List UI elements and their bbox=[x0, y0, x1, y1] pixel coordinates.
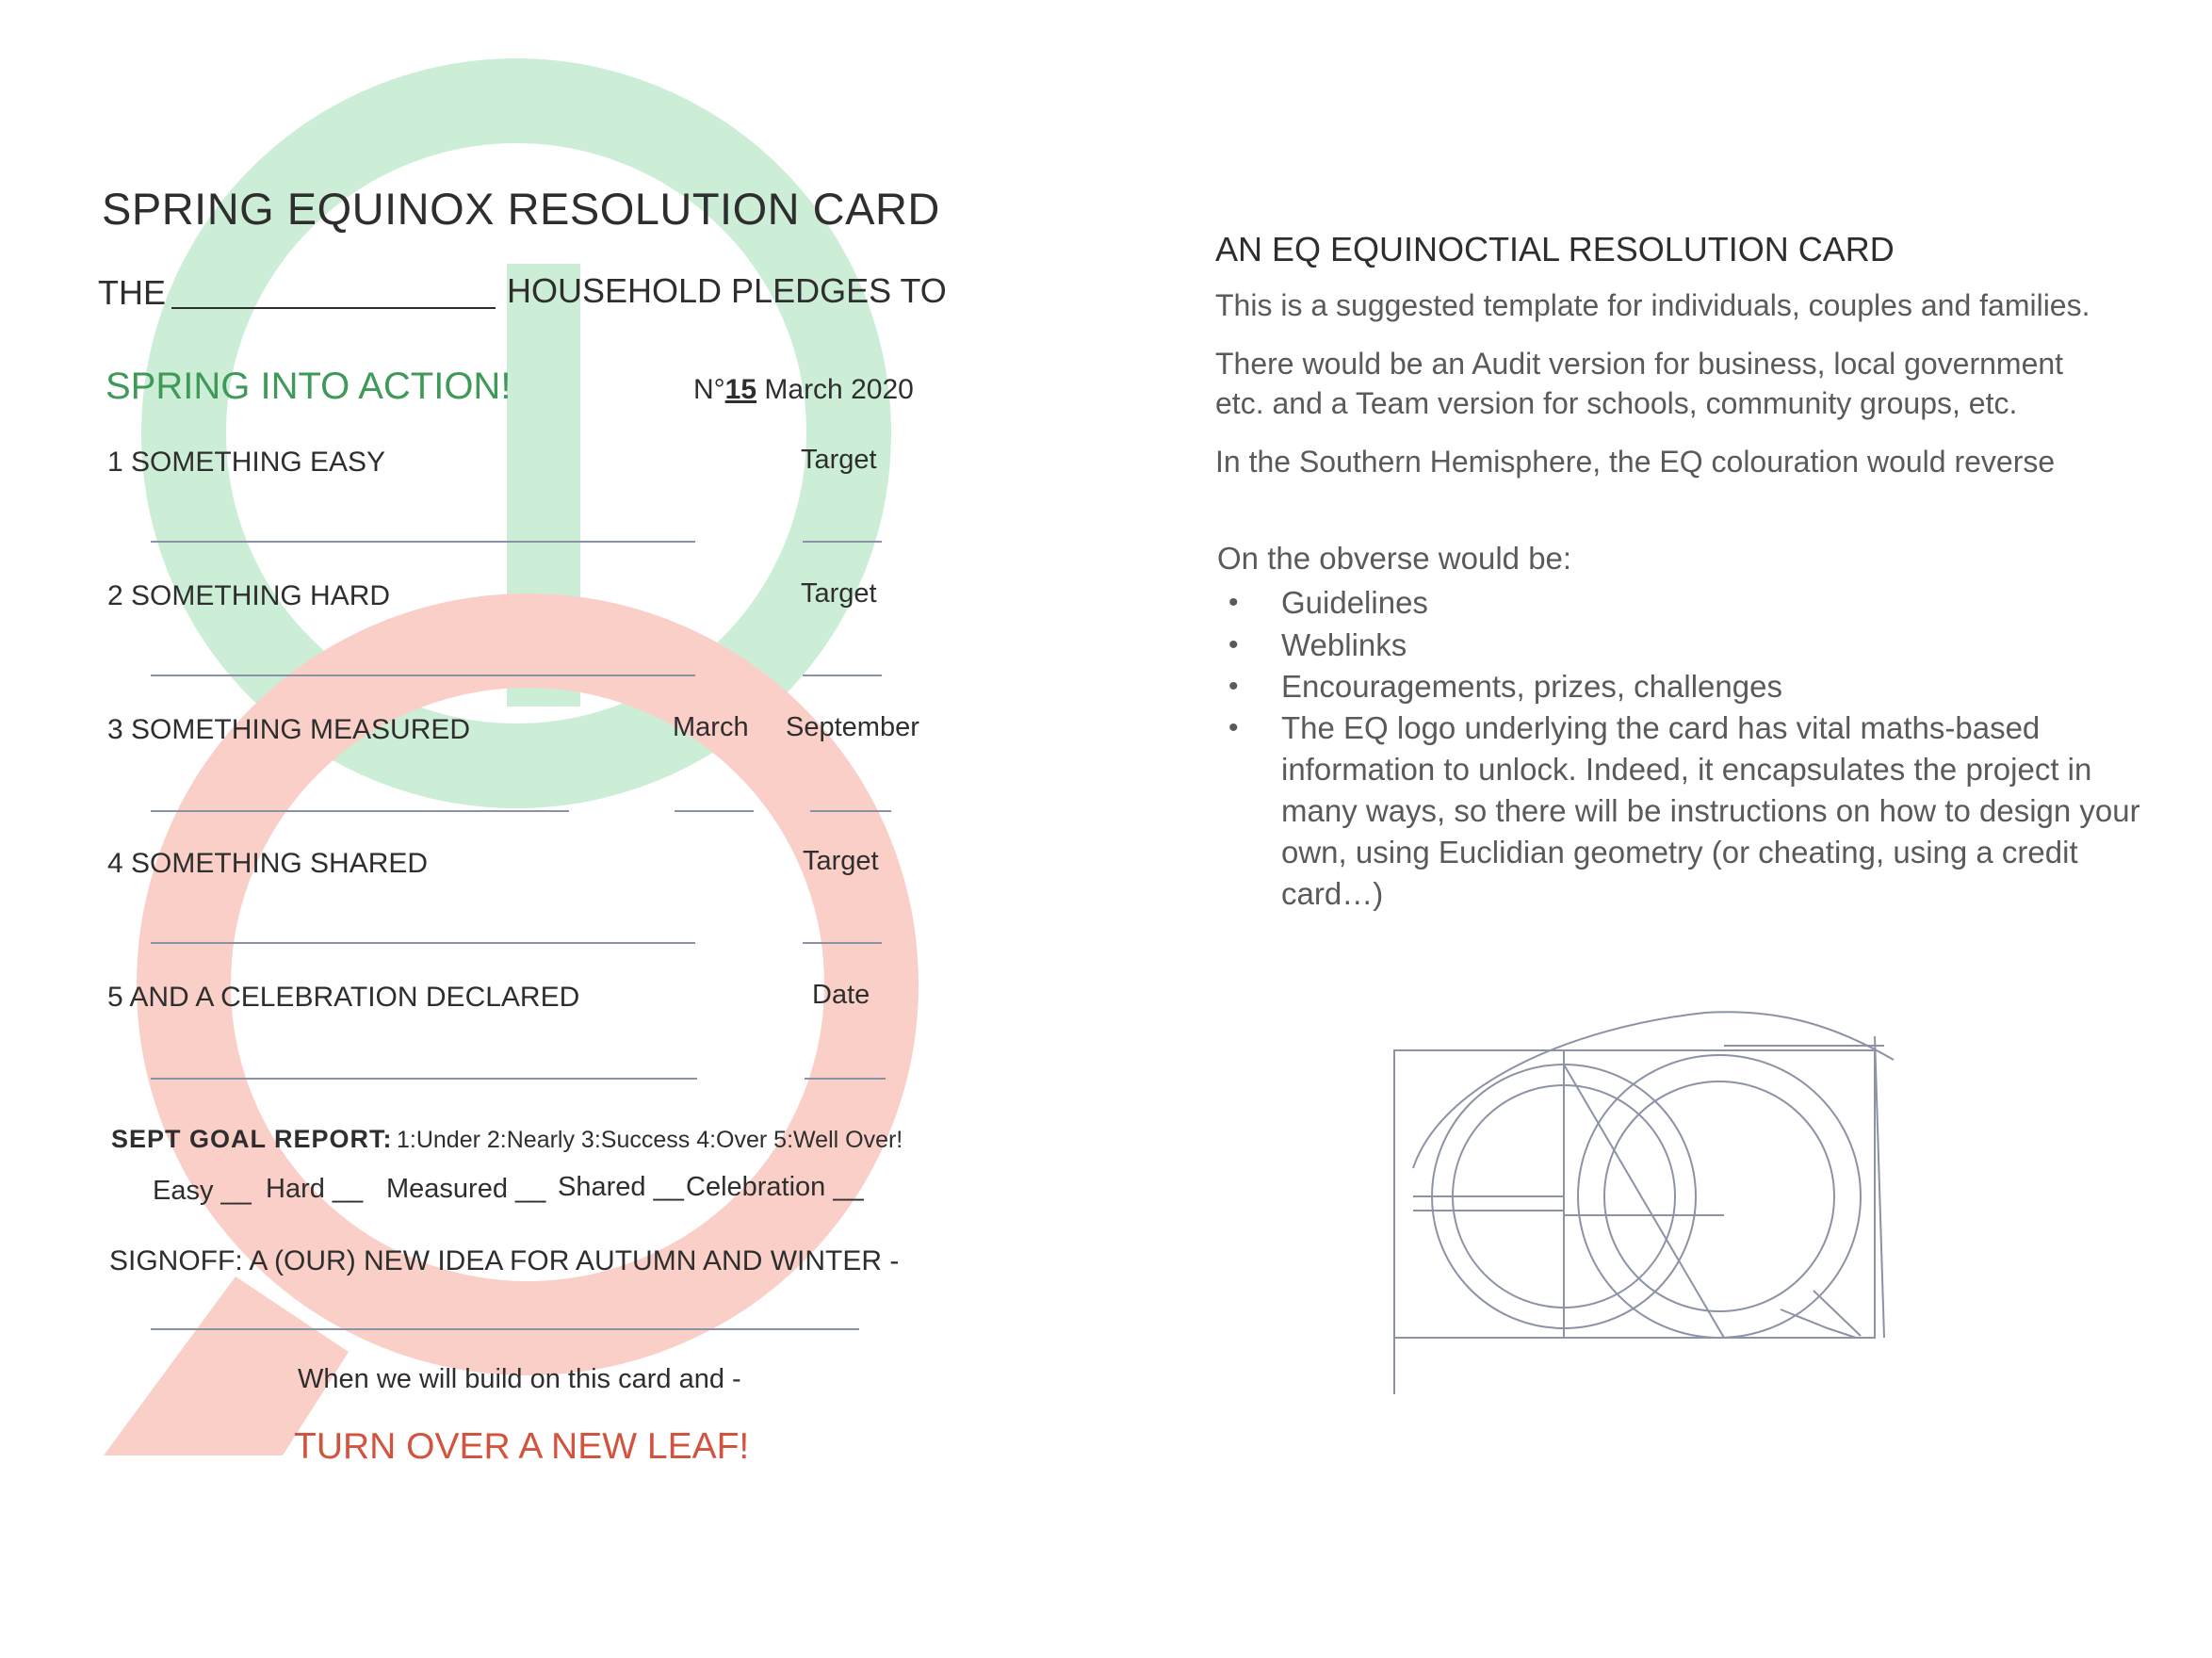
item-4-label: 4 SOMETHING SHARED bbox=[107, 848, 429, 879]
item-3-march[interactable] bbox=[675, 810, 754, 812]
item-1-target[interactable] bbox=[803, 541, 882, 543]
bullet-icon: • bbox=[1228, 587, 1239, 618]
notes-paragraph-2b: etc. and a Team version for schools, community groups, etc. bbox=[1215, 386, 2018, 420]
notes-paragraph-3: In the Southern Hemisphere, the EQ colouration would reverse bbox=[1215, 445, 2056, 479]
item-3-column-september: September bbox=[786, 712, 919, 742]
item-4-target[interactable] bbox=[803, 942, 882, 944]
item-4-entry[interactable] bbox=[151, 942, 695, 944]
action-heading: SPRING INTO ACTION! bbox=[106, 366, 512, 407]
card-date bbox=[693, 374, 914, 406]
footer-tagline: TURN OVER A NEW LEAF! bbox=[294, 1426, 750, 1467]
item-5-entry[interactable] bbox=[151, 1078, 697, 1080]
card-title: SPRING EQUINOX RESOLUTION CARD bbox=[102, 184, 940, 234]
obverse-item: • Encouragements, prizes, challenges bbox=[1281, 666, 2167, 707]
item-2-entry[interactable] bbox=[151, 675, 695, 676]
report-easy[interactable]: Easy __ bbox=[153, 1176, 252, 1206]
report-shared[interactable]: Shared __ bbox=[558, 1172, 684, 1202]
obverse-item: • Guidelines bbox=[1281, 582, 2167, 624]
signoff-label: SIGNOFF: A (OUR) NEW IDEA FOR AUTUMN AND WINTER - bbox=[109, 1245, 900, 1276]
obverse-list bbox=[1228, 582, 2167, 915]
notes-title: AN EQ EQUINOCTIAL RESOLUTION CARD bbox=[1215, 230, 1895, 268]
pledge-prefix: THE bbox=[98, 273, 166, 312]
household-name-field[interactable] bbox=[171, 307, 496, 309]
eq-logo-background bbox=[0, 0, 1036, 1601]
pledge-suffix: HOUSEHOLD PLEDGES TO bbox=[507, 271, 947, 310]
item-5-column: Date bbox=[812, 980, 870, 1010]
item-1-entry[interactable] bbox=[151, 541, 695, 543]
item-2-target[interactable] bbox=[803, 675, 882, 676]
number-prefix: N° bbox=[693, 374, 725, 405]
item-5-label: 5 AND A CELEBRATION DECLARED bbox=[107, 982, 580, 1013]
report-hard[interactable]: Hard __ bbox=[266, 1174, 364, 1204]
obverse-item: • The EQ logo underlying the card has vital maths-based information to unlock. Indeed, it encapsulates the project in many ways, so there will be instructions on how to design your own, using Euclidian geometry (or cheating, using a credit card…) bbox=[1281, 707, 2167, 915]
obverse-intro: On the obverse would be: bbox=[1217, 541, 1572, 576]
report-scale: 1:Under 2:Nearly 3:Success 4:Over 5:Well Over! bbox=[397, 1127, 903, 1153]
item-4-column: Target bbox=[803, 846, 879, 876]
signoff-entry[interactable] bbox=[151, 1328, 859, 1330]
notes-paragraph-1: This is a suggested template for individuals, couples and families. bbox=[1215, 288, 2090, 322]
item-2-column: Target bbox=[801, 578, 877, 609]
item-3-september[interactable] bbox=[810, 810, 891, 812]
eq-logo-construction-sketch bbox=[1385, 1008, 1912, 1404]
item-1-label: 1 SOMETHING EASY bbox=[107, 447, 386, 478]
bullet-icon: • bbox=[1228, 712, 1239, 743]
date-suffix: March 2020 bbox=[764, 374, 914, 405]
item-2-label: 2 SOMETHING HARD bbox=[107, 580, 391, 611]
item-1-column: Target bbox=[801, 445, 877, 475]
obverse-item: • Weblinks bbox=[1281, 625, 2167, 666]
item-3-column-march: March bbox=[673, 712, 749, 742]
build-line: When we will build on this card and - bbox=[298, 1364, 741, 1394]
item-3-label: 3 SOMETHING MEASURED bbox=[107, 714, 471, 745]
item-3-entry[interactable] bbox=[151, 810, 569, 812]
report-heading: SEPT GOAL REPORT: bbox=[111, 1125, 393, 1153]
goal-report bbox=[111, 1125, 903, 1154]
report-measured[interactable]: Measured __ bbox=[386, 1174, 546, 1204]
report-celebration[interactable]: Celebration __ bbox=[686, 1172, 864, 1202]
item-5-date[interactable] bbox=[805, 1078, 886, 1080]
bullet-icon: • bbox=[1228, 671, 1239, 702]
notes-paragraph-2a: There would be an Audit version for business, local government bbox=[1215, 347, 2064, 381]
number-value: 15 bbox=[724, 374, 757, 405]
bullet-icon: • bbox=[1228, 629, 1239, 660]
